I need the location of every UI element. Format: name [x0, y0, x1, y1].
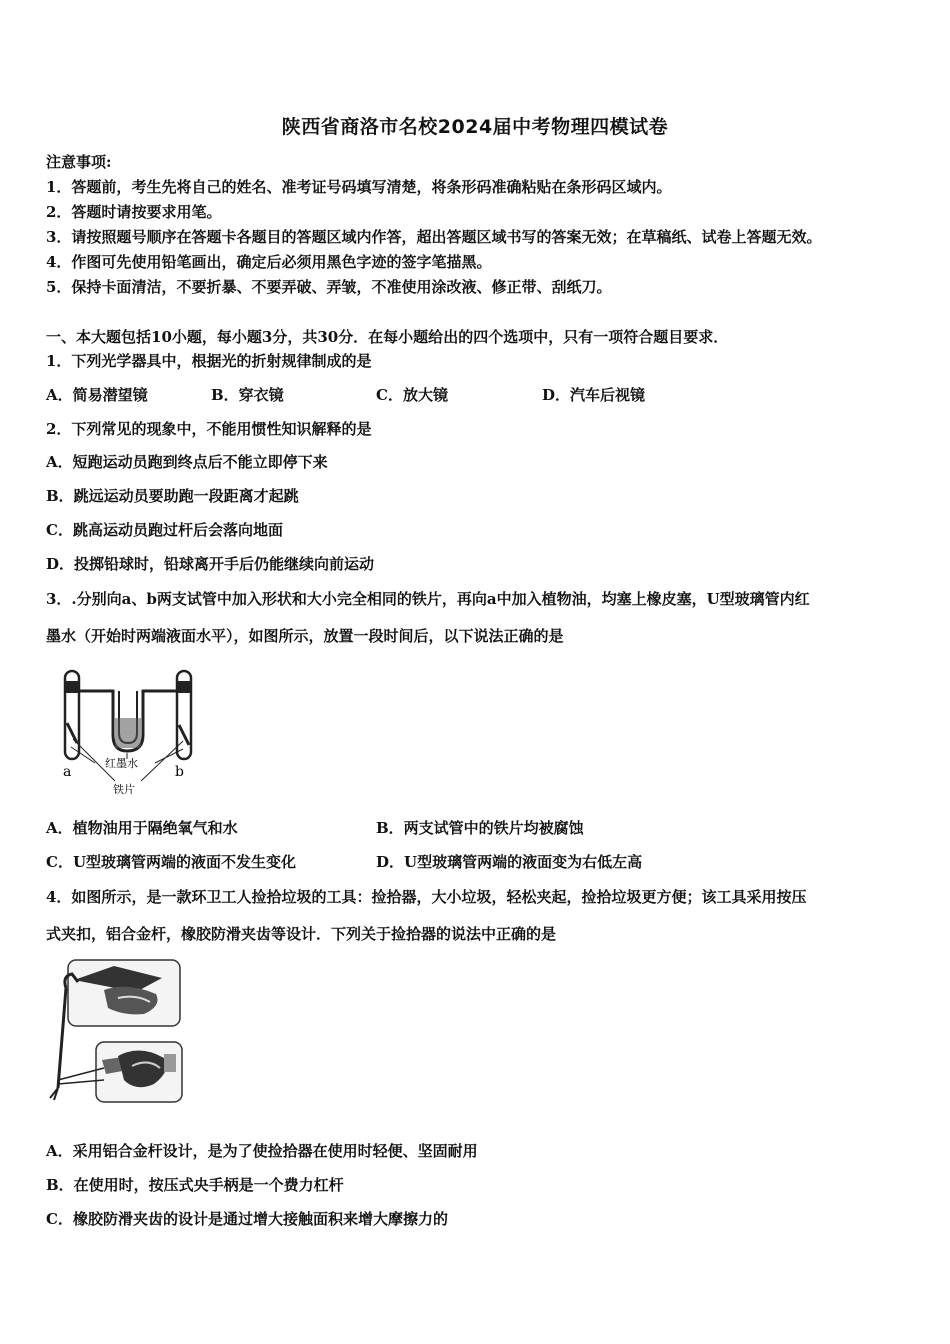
q1-stem: 1．下列光学器具中，根据光的折射规律制成的是 [46, 352, 372, 370]
q4-option-b: B．在使用时，按压式央手柄是一个费力杠杆 [46, 1176, 344, 1194]
q3-option-b: B．两支试管中的铁片均被腐蚀 [376, 819, 584, 837]
notice-item: 3．请按照题号顺序在答题卡各题目的答题区域内作答，超出答题区域书写的答案无效；在草稿纸、试卷上答题无效。 [46, 228, 822, 246]
notice-item: 1．答题前，考生先将自己的姓名、准考证号码填写清楚，将条形码准确粘贴在条形码区域内。 [46, 178, 672, 196]
q1-option-d: D．汽车后视镜 [542, 386, 646, 404]
section-header: 一、本大题包括10小题，每小题3分，共30分．在每小题给出的四个选项中，只有一项符合题目要求． [46, 328, 729, 346]
q2-option-b: B．跳远运动员要助跑一段距离才起跳 [46, 487, 299, 505]
notice-item: 2．答题时请按要求用笔。 [46, 203, 222, 221]
label-iron: 铁片 [113, 783, 135, 796]
q1-option-a: A．简易潜望镜 [46, 386, 148, 404]
q3-option-a: A．植物油用于隔绝氧气和水 [46, 819, 238, 837]
label-b: b [175, 764, 184, 780]
q4-stem-line1: 4．如图所示，是一款环卫工人捡拾垃圾的工具：捡拾器，大小垃圾，轻松夹起，捡拾垃圾更方便；该工具采用按压 [46, 888, 807, 906]
q2-stem: 2．下列常见的现象中，不能用惯性知识解释的是 [46, 420, 372, 438]
label-a: a [63, 764, 72, 780]
u-tube-figure [55, 663, 205, 798]
q3-option-c: C．U型玻璃管两端的液面不发生变化 [46, 853, 297, 871]
q3-option-d: D．U型玻璃管两端的液面变为右低左高 [376, 853, 643, 871]
q1-option-c: C．放大镜 [376, 386, 448, 404]
grabber-tool-figure [44, 958, 186, 1106]
q2-option-d: D．投掷铅球时，铅球离开手后仍能继续向前运动 [46, 555, 375, 573]
q4-option-a: A．采用铝合金杆设计，是为了使捡拾器在使用时轻便、坚固耐用 [46, 1142, 478, 1160]
notice-item: 5．保持卡面清洁，不要折暴、不要弄破、弄皱，不准使用涂改液、修正带、刮纸刀。 [46, 278, 612, 296]
q3-stem-line2: 墨水（开始时两端液面水平），如图所示，放置一段时间后，以下说法正确的是 [46, 627, 564, 645]
q2-option-a: A．短跑运动员跑到终点后不能立即停下来 [46, 453, 328, 471]
q4-option-c: C．橡胶防滑夹齿的设计是通过增大接触面积来增大摩擦力的 [46, 1210, 448, 1228]
q2-option-c: C．跳高运动员跑过杆后会落向地面 [46, 521, 283, 539]
q1-option-b: B．穿衣镜 [211, 386, 284, 404]
label-red-ink: 红墨水 [105, 757, 138, 770]
notice-item: 4．作图可先使用铅笔画出，确定后必须用黑色字迹的签字笔描黑。 [46, 253, 492, 271]
q3-stem-line1: 3．.分别向a、b两支试管中加入形状和大小完全相同的铁片，再向a中加入植物油，均塞上橡皮塞，U型玻璃管内红 [46, 590, 810, 608]
page-title: 陕西省商洛市名校2024届中考物理四模试卷 [281, 116, 669, 138]
notice-heading: 注意事项: [46, 153, 112, 171]
q4-stem-line2: 式夹扣，铝合金杆，橡胶防滑夹齿等设计．下列关于捡拾器的说法中正确的是 [46, 925, 557, 943]
